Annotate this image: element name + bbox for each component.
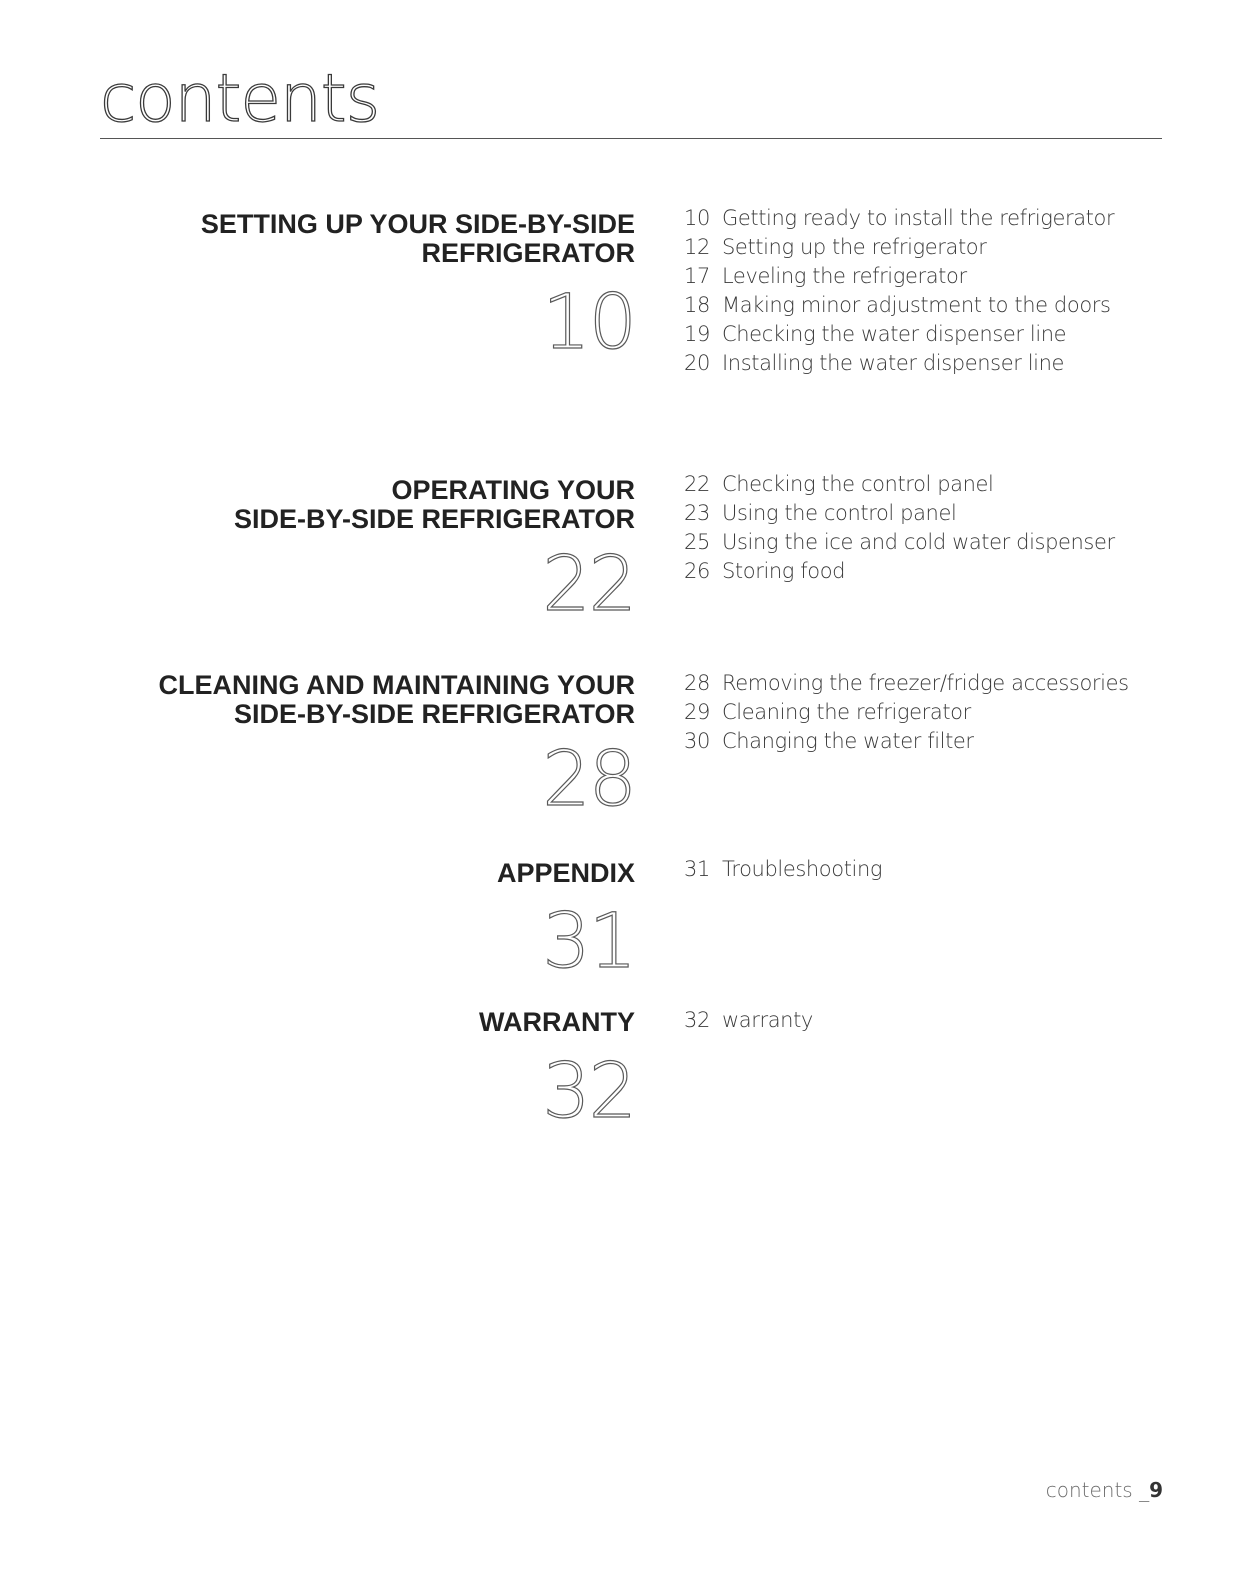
entry-page-number: 26 [684,559,710,583]
entry-page-number: 32 [684,1008,710,1032]
entry-page-number: 23 [684,501,710,525]
entry-page-number: 22 [684,472,710,496]
entry-page-number: 10 [684,206,710,230]
entry-page-number: 19 [684,322,710,346]
footer-label: contents _ [1045,1478,1150,1502]
section-heading-line: CLEANING AND MAINTAINING YOUR [158,670,635,700]
toc-entry-list [684,1006,813,1035]
section-heading[interactable] [115,210,635,268]
toc-entry[interactable] [684,669,1129,698]
section-start-page-number: 32 [542,1046,635,1135]
entry-title: Checking the control panel [722,472,994,496]
section-heading-line: OPERATING YOUR [391,475,635,505]
entry-title: Leveling the refrigerator [722,264,967,288]
entry-page-number: 29 [684,700,710,724]
section-start-page-number: 10 [542,277,635,366]
entry-title: Removing the freezer/fridge accessories [722,671,1129,695]
section-heading[interactable] [115,476,635,534]
section-heading[interactable] [115,1008,635,1037]
toc-entry[interactable] [684,349,1114,378]
toc-entry[interactable] [684,262,1114,291]
entry-title: Making minor adjustment to the doors [722,293,1111,317]
entry-page-number: 31 [684,857,710,881]
toc-entry-list [684,669,1129,756]
page-footer [1046,1478,1163,1502]
section-heading-line: REFRIGERATOR [421,238,635,268]
section-start-page-number: 28 [542,734,635,823]
toc-entry[interactable] [684,291,1114,320]
toc-entry[interactable] [684,528,1115,557]
toc-entry[interactable] [684,1006,813,1035]
section-start-page-number: 22 [542,539,635,628]
entry-title: Changing the water filter [722,729,974,753]
entry-page-number: 18 [684,293,710,317]
entry-page-number: 20 [684,351,710,375]
entry-title: Using the control panel [722,501,957,525]
section-heading-line: SETTING UP YOUR SIDE-BY-SIDE [200,209,635,239]
footer-page-number: 9 [1149,1478,1163,1502]
toc-entry-list [684,470,1115,586]
toc-entry-list [684,204,1114,378]
toc-entry[interactable] [684,499,1115,528]
entry-page-number: 28 [684,671,710,695]
entry-page-number: 12 [684,235,710,259]
entry-title: Cleaning the refrigerator [722,700,971,724]
entry-page-number: 30 [684,729,710,753]
entry-page-number: 17 [684,264,710,288]
entry-title: Troubleshooting [722,857,883,881]
section-heading-line: SIDE-BY-SIDE REFRIGERATOR [233,699,635,729]
toc-entry[interactable] [684,698,1129,727]
toc-entry[interactable] [684,557,1115,586]
section-heading-line: APPENDIX [496,858,635,888]
title-rule [100,138,1162,139]
toc-entry[interactable] [684,320,1114,349]
entry-title: Installing the water dispenser line [722,351,1065,375]
entry-page-number: 25 [684,530,710,554]
section-heading[interactable] [115,859,635,888]
toc-entry-list [684,855,882,884]
toc-entry[interactable] [684,233,1114,262]
toc-entry[interactable] [684,727,1129,756]
entry-title: Setting up the refrigerator [722,235,987,259]
entry-title: warranty [722,1008,813,1032]
entry-title: Getting ready to install the refrigerator [722,206,1115,230]
entry-title: Using the ice and cold water dispenser [722,530,1115,554]
entry-title: Storing food [722,559,846,583]
page-title: contents [100,60,380,137]
section-heading-line: SIDE-BY-SIDE REFRIGERATOR [233,504,635,534]
toc-entry[interactable] [684,204,1114,233]
section-heading[interactable] [115,671,635,729]
section-heading-line: WARRANTY [479,1007,635,1037]
entry-title: Checking the water dispenser line [722,322,1067,346]
section-start-page-number: 31 [542,896,635,985]
toc-entry[interactable] [684,470,1115,499]
toc-entry[interactable] [684,855,882,884]
